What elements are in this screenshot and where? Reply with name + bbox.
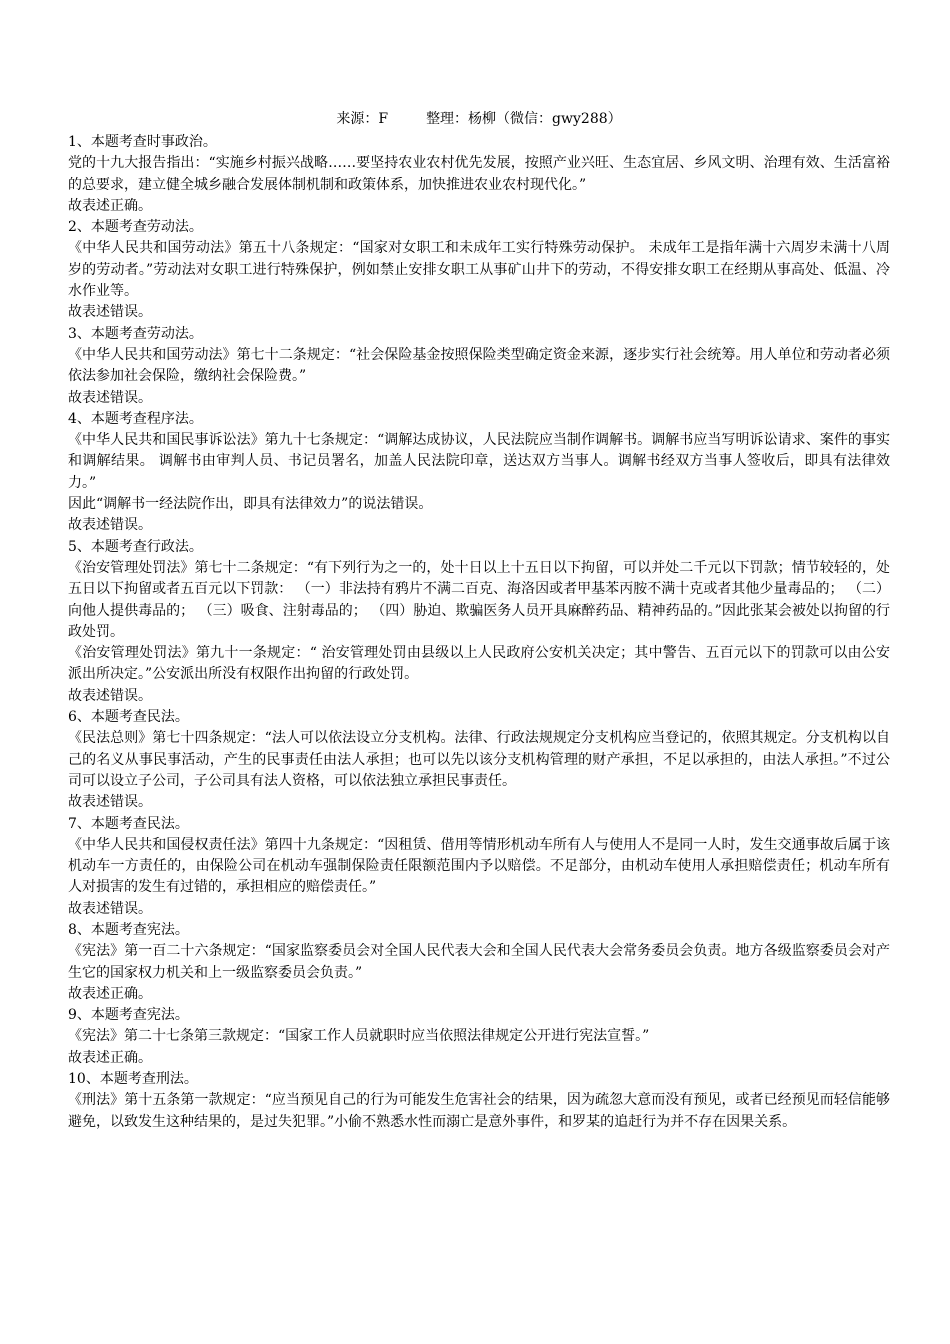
item-title: 3、本题考查劳动法。	[68, 325, 203, 342]
item-paragraph: 《中华人民共和国民事诉讼法》第九十七条规定：“调解达成协议，人民法院应当制作调解书。调解书应当写明诉讼请求、案件的事实和调解结果。 调解书由审判人员、书记员署名，加盖人民法院印章，送达双方当事人。调解书经双方当事人签收后，即具有法律效力。”	[68, 432, 890, 491]
answer-item	[68, 1069, 890, 1133]
item-conclusion: 故表述正确。	[68, 197, 152, 214]
item-paragraph: 《中华人民共和国侵权责任法》第四十九条规定：“因租赁、借用等情形机动车所有人与使用人不是同一人时，发生交通事故后属于该机动车一方责任的，由保险公司在机动车强制保险责任限额范围内予以赔偿。不足部分，由机动车使用人承担赔偿责任；机动车所有人对损害的发生有过错的，承担相应的赔偿责任。”	[68, 836, 890, 896]
item-title: 10、本题考查刑法。	[68, 1071, 198, 1088]
item-conclusion: 故表述错误。	[68, 687, 152, 704]
item-paragraph: 《治安管理处罚法》第九十一条规定：“ 治安管理处罚由县级以上人民政府公安机关决定；其中警告、五百元以下的罚款可以由公安派出所决定。”公安派出所没有权限作出拘留的行政处罚。	[68, 645, 890, 683]
item-title: 9、本题考查宪法。	[68, 1007, 189, 1024]
item-title: 8、本题考查宪法。	[68, 921, 189, 938]
item-title: 1、本题考查时事政治。	[68, 134, 217, 150]
item-paragraph: 《中华人民共和国劳动法》第七十二条规定：“社会保险基金按照保险类型确定资金来源，逐步实行社会统筹。用人单位和劳动者必须依法参加社会保险，缴纳社会保险费。”	[68, 346, 890, 385]
item-paragraph: 党的十九大报告指出：“实施乡村振兴战略……要坚持农业农村优先发展，按照产业兴旺、生态宜居、乡风文明、治理有效、生活富裕的总要求，建立健全城乡融合发展体制机制和政策体系，加快推进农业农村现代化。”	[68, 155, 890, 193]
item-title: 5、本题考查行政法。	[68, 538, 203, 555]
item-conclusion: 故表述错误。	[68, 304, 152, 321]
item-conclusion: 故表述正确。	[68, 1049, 152, 1066]
item-conclusion: 故表述错误。	[68, 794, 152, 811]
item-paragraph: 《刑法》第十五条第一款规定：“应当预见自己的行为可能发生危害社会的结果，因为疏忽大意而没有预见，或者已经预见而轻信能够避免，以致发生这种结果的，是过失犯罪。”小偷不熟悉水性而溺亡是意外事件，和罗某的追赶行为并不存在因果关系。	[68, 1092, 890, 1130]
item-title: 7、本题考查民法。	[68, 815, 189, 832]
item-paragraph: 《民法总则》第七十四条规定：“法人可以依法设立分支机构。法律、行政法规规定分支机构应当登记的，依照其规定。分支机构以自己的名义从事民事活动，产生的民事责任由法人承担；也可以先以该分支机构管理的财产承担，不足以承担的，由法人承担。”不过公司可以设立子公司，子公司具有法人资格，可以依法独立承担民事责任。	[68, 730, 890, 789]
answer-item	[68, 409, 890, 537]
answer-item	[68, 132, 890, 217]
answer-item	[68, 814, 890, 920]
answer-item	[68, 324, 890, 409]
item-conclusion: 故表述错误。	[68, 900, 152, 917]
document-page	[68, 108, 890, 1133]
answer-list	[68, 132, 890, 1133]
item-conclusion: 故表述错误。	[68, 517, 152, 534]
answer-item	[68, 217, 890, 323]
answer-item	[68, 920, 890, 1005]
answer-item	[68, 707, 890, 813]
answer-item	[68, 537, 890, 707]
item-title: 4、本题考查程序法。	[68, 410, 203, 427]
item-conclusion: 故表述正确。	[68, 985, 152, 1002]
item-paragraph: 《宪法》第二十七条第三款规定：“国家工作人员就职时应当依照法律规定公开进行宪法宣誓。”	[68, 1028, 650, 1045]
item-paragraph: 《宪法》第一百二十六条规定：“国家监察委员会对全国人民代表大会和全国人民代表大会常务委员会负责。地方各级监察委员会对产生它的国家权力机关和上一级监察委员会负责。”	[68, 943, 890, 981]
item-conclusion: 故表述错误。	[68, 389, 152, 406]
item-paragraph: 《中华人民共和国劳动法》第五十八条规定：“国家对女职工和未成年工实行特殊劳动保护。 未成年工是指年满十六周岁未满十八周岁的劳动者。”劳动法对女职工进行特殊保护，例如禁止安排女职工从事矿山井下的劳动，不得安排女职工在经期从事高处、低温、冷水作业等。	[68, 240, 890, 300]
item-title: 6、本题考查民法。	[68, 709, 189, 726]
item-paragraph: 因此“调解书一经法院作出，即具有法律效力”的说法错误。	[68, 496, 433, 513]
page-header	[68, 108, 890, 130]
source-label: 来源：F	[336, 111, 389, 127]
item-paragraph: 《治安管理处罚法》第七十二条规定：“有下列行为之一的，处十日以上十五日以下拘留，可以并处二千元以下罚款；情节较轻的，处五日以下拘留或者五百元以下罚款： （一）非法持有鸦片不满二百克、海洛因或者甲基苯丙胺不满十克或者其他少量毒品的； （二）向他人提供毒品的； （三）吸食、注射毒品的； （四）胁迫、欺骗医务人员开具麻醉药品、精神药品的。”因此张某会被处以拘留的行政处罚。	[68, 559, 890, 640]
answer-item	[68, 1005, 890, 1069]
editor-label: 整理：杨柳（微信：gwy288）	[426, 111, 622, 127]
item-title: 2、本题考查劳动法。	[68, 219, 203, 236]
